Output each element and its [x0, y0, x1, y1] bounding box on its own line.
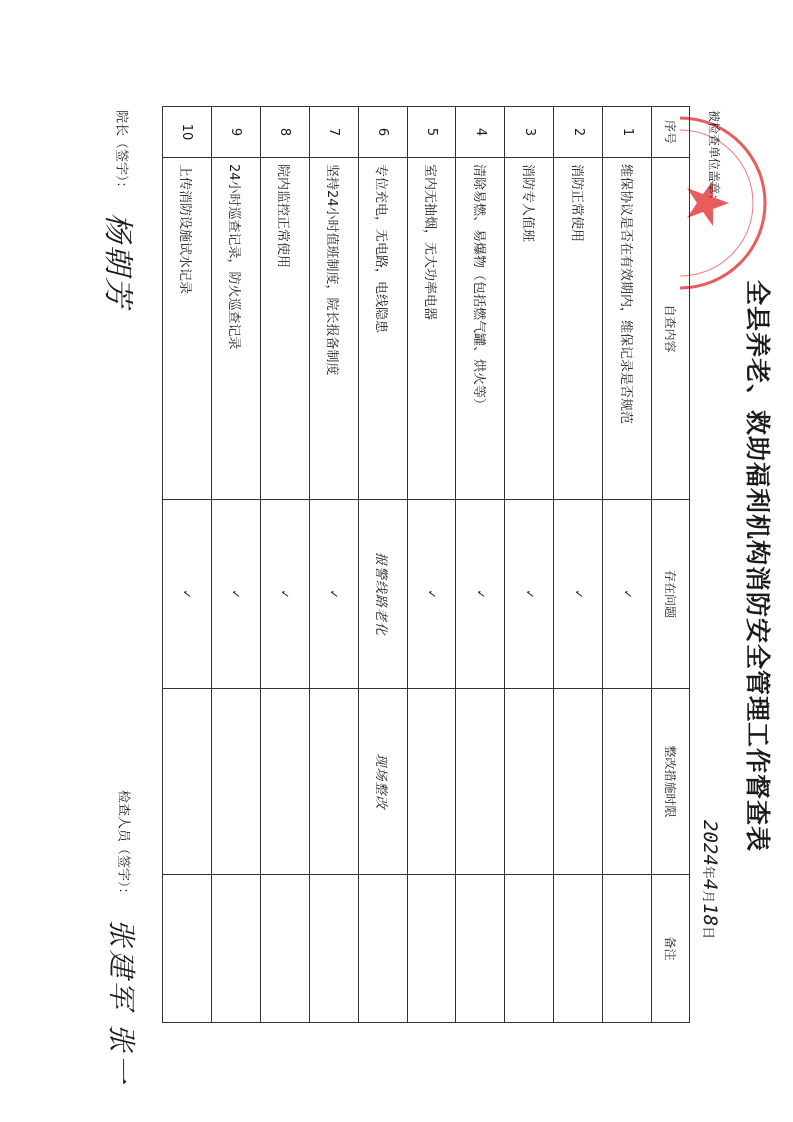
row-remark [505, 875, 554, 1023]
row-deadline [603, 689, 652, 875]
row-no: 7 [309, 107, 358, 158]
unit-stamp-label: 被检查单位盖章： [707, 110, 721, 207]
table-row [505, 107, 554, 1023]
row-deadline [407, 689, 456, 875]
row-remark [456, 875, 505, 1023]
inspector-signature [103, 790, 143, 1086]
check-mark: ✓ [260, 500, 309, 689]
row-remark [407, 875, 456, 1023]
check-mark: ✓ [163, 500, 212, 689]
check-mark: ✓ [456, 500, 505, 689]
inspector-signature-label: 检查人员（签字）： [115, 790, 131, 901]
check-mark: ✓ [407, 500, 456, 689]
row-remark [358, 875, 407, 1023]
row-content: 清除易燃、易爆物（包括燃气罐、烘火等） [456, 158, 505, 500]
table-row [260, 107, 309, 1023]
row-deadline [163, 689, 212, 875]
table-header-row [652, 107, 690, 1023]
row-deadline [260, 689, 309, 875]
row-deadline [456, 689, 505, 875]
header-no: 序号 [652, 107, 690, 158]
header-deadline: 整改措施时限 [652, 689, 690, 875]
header-content: 自查内容 [652, 158, 690, 500]
row-content: 专位充电，无电路，电线隐患 [358, 158, 407, 500]
table-row [407, 107, 456, 1023]
date-day: 18 [699, 903, 721, 927]
row-content: 消防专人值班 [505, 158, 554, 500]
row-remark [211, 875, 260, 1023]
director-signature-handwriting: 杨朝芳 [100, 212, 135, 309]
director-signature [99, 110, 143, 309]
date-year-label: 年 [700, 865, 715, 879]
row-no: 1 [603, 107, 652, 158]
row-no: 6 [358, 107, 407, 158]
row-deadline [505, 689, 554, 875]
table-row [603, 107, 652, 1023]
row-content: 24小时巡查记录，防火巡查记录 [211, 158, 260, 500]
row-content: 维保协议是否在有效期内，维保记录是否规范 [603, 158, 652, 500]
director-signature-label: 院长（签字）： [113, 110, 129, 195]
table-row [211, 107, 260, 1023]
row-remark [603, 875, 652, 1023]
date-month-label: 月 [700, 890, 715, 904]
row-no: 5 [407, 107, 456, 158]
date-day-label: 日 [700, 926, 715, 940]
table-row [456, 107, 505, 1023]
check-mark: ✓ [211, 500, 260, 689]
check-mark: ✓ [603, 500, 652, 689]
table-row [163, 107, 212, 1023]
row-content: 室内无抽烟，无大功率电器 [407, 158, 456, 500]
table-row [358, 107, 407, 1023]
date-month: 4 [699, 878, 721, 891]
page-title: 全县养老、救助福利机构消防安全管理工作督查表 [743, 280, 772, 853]
header-issue: 存在问题 [652, 500, 690, 689]
row-no: 2 [554, 107, 603, 158]
inspection-table [162, 106, 690, 1023]
row-no: 10 [163, 107, 212, 158]
row-no: 9 [211, 107, 260, 158]
row-content: 上传消防设施试水记录 [163, 158, 212, 500]
row-content: 院内监控正常使用 [260, 158, 309, 500]
row-no: 3 [505, 107, 554, 158]
header-remark: 备注 [652, 875, 690, 1023]
row-deadline-handwritten: 现场整改 [358, 689, 407, 875]
row-content: 坚持24小时值班制度，院长报备制度 [309, 158, 358, 500]
row-remark [163, 875, 212, 1023]
row-no: 8 [260, 107, 309, 158]
inspection-date [699, 820, 721, 939]
check-mark: ✓ [554, 500, 603, 689]
row-remark [554, 875, 603, 1023]
row-content: 消防正常使用 [554, 158, 603, 500]
row-deadline [554, 689, 603, 875]
check-mark: ✓ [505, 500, 554, 689]
table-row [309, 107, 358, 1023]
row-no: 4 [456, 107, 505, 158]
row-deadline [309, 689, 358, 875]
inspector-signature-handwriting: 张建军 张一 [105, 918, 138, 1086]
seal-stamp [675, 108, 775, 298]
row-remark [260, 875, 309, 1023]
row-remark [309, 875, 358, 1023]
date-year: 2024 [699, 820, 721, 866]
row-deadline [211, 689, 260, 875]
table-row [554, 107, 603, 1023]
check-mark: ✓ [309, 500, 358, 689]
row-issue-handwritten: 报警线路老化 [358, 500, 407, 689]
